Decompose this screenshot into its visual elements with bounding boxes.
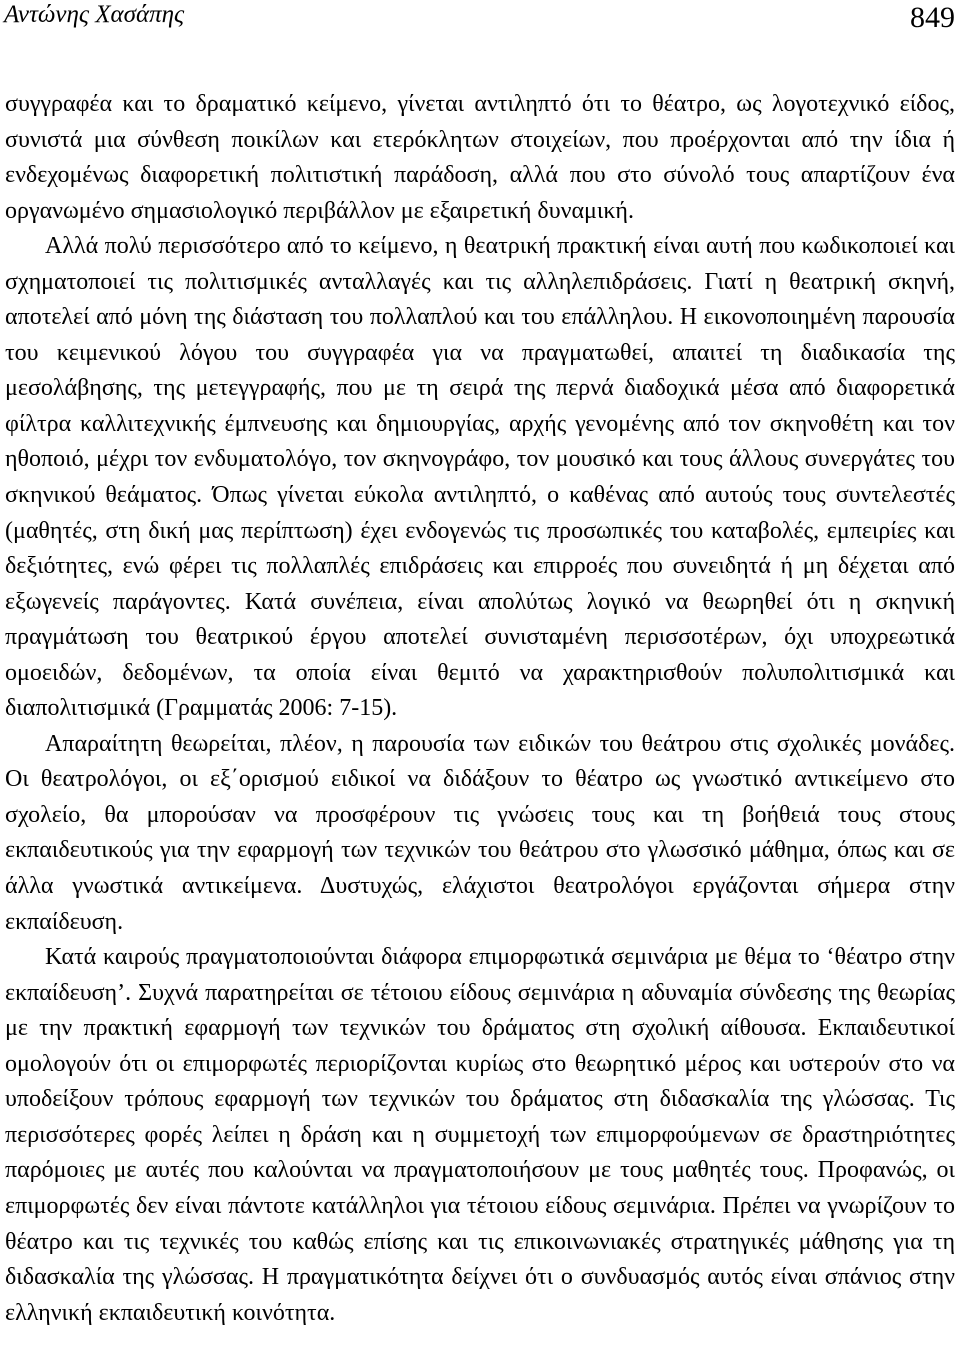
body-text [5, 87, 955, 1331]
running-header-author: Αντώνης Χασάπης [4, 1, 185, 28]
paragraph: Κατά καιρούς πραγματοποιούνται διάφορα επιμορφωτικά σεμινάρια με θέμα το ‘θέατρο στην εκπαίδευση’. Συχνά παρατηρείται σε τέτοιου είδους σεμινάρια η αδυναμία σύνδεσης της θεωρίας με την πρακτική εφαρμογή των τεχνικών του δράματος στη σχολική αίθουσα. Εκπαιδευτικοί ομολογούν ότι οι επιμορφωτές περιορίζονται κυρίως στο θεωρητικό μέρος και υστερούν στο να υποδείξουν τρόπους εφαρμογή των τεχνικών του δράματος στη διδασκαλία της γλώσσας. Τις περισσότερες φορές λείπει η δράση και η συμμετοχή των επιμορφούμενων σε δραστηριότητες παρόμοιες με αυτές που καλούνται να πραγματοποιήσουν με τους μαθητές τους. Προφανώς, οι επιμορφωτές δεν είναι πάντοτε κατάλληλοι για τέτοιου είδους σεμινάρια. Πρέπει να γνωρίζουν το θέατρο και τις τεχνικές του καθώς επίσης και τις επικοινωνιακές στρατηγικές μάθησης για τη διδασκαλία της γλώσσας. Η πραγματικότητα δείχνει ότι ο συνδυασμός αυτός είναι σπάνιος στην ελληνική εκπαιδευτική κοινότητα. [5, 944, 955, 1326]
paragraph-continuation: συγγραφέα και το δραματικό κείμενο, γίνεται αντιληπτό ότι το θέατρο, ως λογοτεχνικό είδος, συνιστά μια σύνθεση ποικίλων και ετερόκλητων στοιχείων, που προέρχονται από την ίδια ή ενδεχομένως διαφορετική πολιτιστική παράδοση, αλλά που στο σύνολό τους απαρτίζουν ένα οργανωμένο σημασιολογικό περιβάλλον με εξαιρετική δυναμική. [5, 91, 955, 224]
paragraph: Αλλά πολύ περισσότερο από το κείμενο, η θεατρική πρακτική είναι αυτή που κωδικοποιεί και σχηματοποιεί τις πολιτισμικές ανταλλαγές και τις αλληλεπιδράσεις. Γιατί η θεατρική σκηνή, αποτελεί από μόνη της διάσταση του πολλαπλού και του επάλληλου. Η εικονοποιημένη παρουσία του κειμενικού λόγου του συγγραφέα για να πραγματωθεί, απαιτεί τη διαδικασία της μεσολάβησης, της μετεγγραφής, που με τη σειρά της περνά διαδοχικά μέσα από διαφορετικά φίλτρα καλλιτεχνικής έμπνευσης και δημιουργίας, αρχής γενομένης από τον σκηνοθέτη και τον ηθοποιό, μέχρι τον ενδυματολόγο, τον σκηνογράφο, τον μουσικό και τους άλλους συνεργάτες του σκηνικού θεάματος. Όπως γίνεται εύκολα αντιληπτό, ο καθένας από αυτούς τους συντελεστές (μαθητές, στη δική μας περίπτωση) έχει ενδογενώς τις προσωπικές του καταβολές, εμπειρίες και δεξιότητες, ενώ φέρει τις πολλαπλές επιδράσεις και επιρροές που συνειδητά ή μη δέχεται από εξωγενείς παράγοντες. Κατά συνέπεια, είναι απολύτως λογικό να θεωρηθεί ότι η σκηνική πραγμάτωση του θεατρικού έργου αποτελεί συνισταμένη περισσοτέρων, όχι υποχρεωτικά ομοειδών, δεδομένων, τα οποία είναι θεμιτό να χαρακτηρισθούν πολυπολιτισμικά και διαπολιτισμικά (Γραμματάς 2006: 7-15). [5, 233, 955, 722]
page-header [0, 0, 960, 40]
paragraph: Απαραίτητη θεωρείται, πλέον, η παρουσία των ειδικών του θεάτρου στις σχολικές μονάδες. Οι θεατρολόγοι, οι εξ΄ορισμού ειδικοί να διδάξουν το θέατρο ως γνωστικό αντικείμενο στο σχολείο, θα μπορούσαν να προσφέρουν τις γνώσεις τους και τη βοήθειά τους στους εκπαιδευτικούς για την εφαρμογή των τεχνικών του θεάτρου στο γλωσσικό μάθημα, όπως και σε άλλα γνωστικά αντικείμενα. Δυστυχώς, ελάχιστοι θεατρολόγοι εργάζονται σήμερα στην εκπαίδευση. [5, 730, 955, 935]
page-number: 849 [910, 1, 955, 34]
